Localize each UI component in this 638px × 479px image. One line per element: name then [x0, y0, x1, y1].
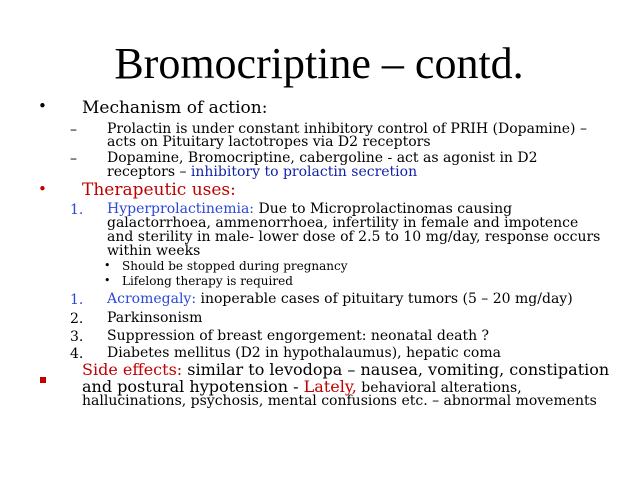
- therapeutic-item-1-number: 1.: [70, 202, 84, 218]
- therapeutic-item-4-number: 3.: [70, 329, 84, 345]
- therapeutic-item-2-text: inoperable cases of pituitary tumors (5 – 20 mg/day): [196, 291, 573, 307]
- therapeutic-item-5-number: 4.: [70, 346, 84, 362]
- side-effects-square-bullet: [40, 368, 46, 387]
- therapeutic-item-3: Parkinsonism: [107, 310, 203, 326]
- therapeutic-item-1-line4: within weeks: [107, 243, 201, 259]
- side-effects-text: similar to levodopa – nausea, vomiting, constipation: [182, 360, 610, 379]
- mechanism-item-2-marker: –: [70, 151, 77, 167]
- slide-title: Bromocriptine – contd.: [114, 39, 524, 88]
- therapeutic-subitem-1-marker: •: [104, 259, 111, 272]
- therapeutic-item-4: Suppression of breast engorgement: neonatal death ?: [107, 328, 490, 344]
- therapeutic-item-2-number: 1.: [70, 292, 84, 308]
- therapeutic-subitem-1: Should be stopped during pregnancy: [122, 259, 348, 273]
- mechanism-item-2-line1: Dopamine, Bromocriptine, cabergoline - act as agonist in D2: [107, 150, 538, 166]
- therapeutic-item-1-label: Hyperprolactinemia:: [107, 201, 255, 217]
- side-effects-line3: hallucinations, psychosis, mental confusions etc. – abnormal movements: [82, 393, 597, 409]
- side-effects-lately: Lately,: [303, 377, 357, 396]
- mechanism-item-1-line2: acts on Pituitary lactotropes via D2 receptors: [107, 134, 431, 150]
- mechanism-item-1-marker: –: [70, 122, 77, 138]
- therapeutic-item-2-label: Acromegaly:: [107, 291, 197, 307]
- therapeutic-item-1-text: Due to Microprolactinomas causing: [254, 201, 513, 217]
- therapeutic-item-1-line2: galactorrhoea, ammenorrhoea, infertility in female and impotence: [107, 215, 579, 231]
- therapeutic-item-2: [107, 291, 573, 307]
- mechanism-item-2-line2: [107, 164, 417, 180]
- mechanism-item-1-line1: Prolactin is under constant inhibitory control of PRIH (Dopamine) –: [107, 121, 587, 137]
- therapeutic-item-1-line3: and sterility in male- lower dose of 2.5 to 10 mg/day, response occurs: [107, 229, 601, 245]
- mechanism-item-2-prefix: receptors –: [107, 164, 191, 180]
- therapeutic-subitem-2: Lifelong therapy is required: [122, 274, 293, 288]
- therapeutic-subitem-2-marker: •: [104, 274, 111, 287]
- mechanism-item-2-highlight: inhibitory to prolactin secretion: [190, 164, 418, 180]
- mechanism-bullet: •: [38, 97, 47, 115]
- side-effects-line2-suffix: behavioral alterations,: [356, 380, 522, 396]
- therapeutic-heading: Therapeutic uses:: [82, 180, 236, 200]
- side-effects-label: Side effects:: [82, 360, 183, 379]
- therapeutic-item-5: Diabetes mellitus (D2 in hypothalaumus), hepatic coma: [107, 345, 501, 361]
- side-effects-line2-prefix: and postural hypotension -: [82, 377, 304, 396]
- therapeutic-bullet: •: [38, 180, 47, 198]
- therapeutic-item-3-number: 2.: [70, 311, 84, 327]
- mechanism-heading: Mechanism of action:: [82, 98, 268, 118]
